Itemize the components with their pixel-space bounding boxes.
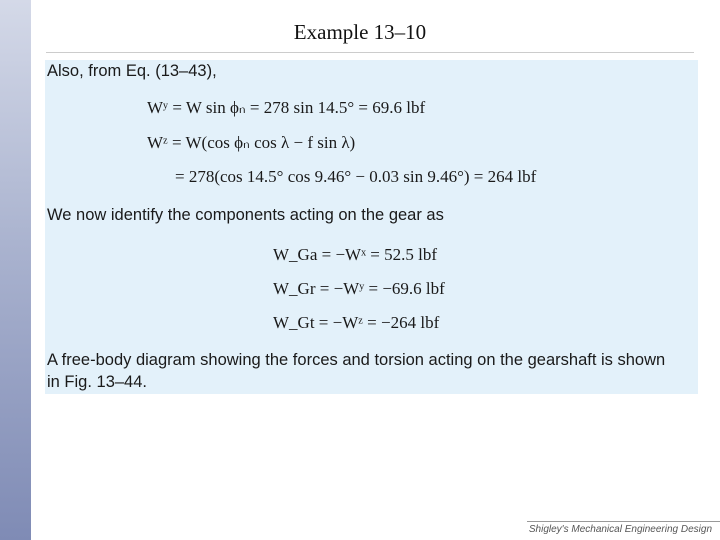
fbd-text-line1: A free-body diagram showing the forces and torsion acting on the gearshaft is shown (47, 351, 666, 369)
equation-wz-result: = 278(cos 14.5° cos 9.46° − 0.03 sin 9.46°) = 264 lbf (175, 167, 537, 186)
identify-text: We now identify the components acting on the gear as (47, 206, 444, 224)
left-accent-bar (0, 0, 31, 540)
equation-wga: W_Ga = −Wˣ = 52.5 lbf (273, 245, 437, 264)
title-divider (46, 52, 694, 53)
equation-wgr: W_Gr = −Wʸ = −69.6 lbf (273, 279, 445, 298)
equation-wz: Wᶻ = W(cos ϕₙ cos λ − f sin λ) (147, 133, 356, 152)
equation-wy: Wʸ = W sin ϕₙ = 278 sin 14.5° = 69.6 lbf (147, 98, 426, 117)
equation-wgt: W_Gt = −Wᶻ = −264 lbf (273, 313, 440, 332)
slide-title: Example 13–10 (293, 20, 427, 44)
intro-text: Also, from Eq. (13–43), (47, 62, 217, 80)
example-content-panel (45, 60, 698, 394)
fbd-text-line2: in Fig. 13–44. (47, 373, 147, 391)
footer-divider (527, 521, 720, 522)
footer-source: Shigley's Mechanical Engineering Design (528, 524, 712, 535)
